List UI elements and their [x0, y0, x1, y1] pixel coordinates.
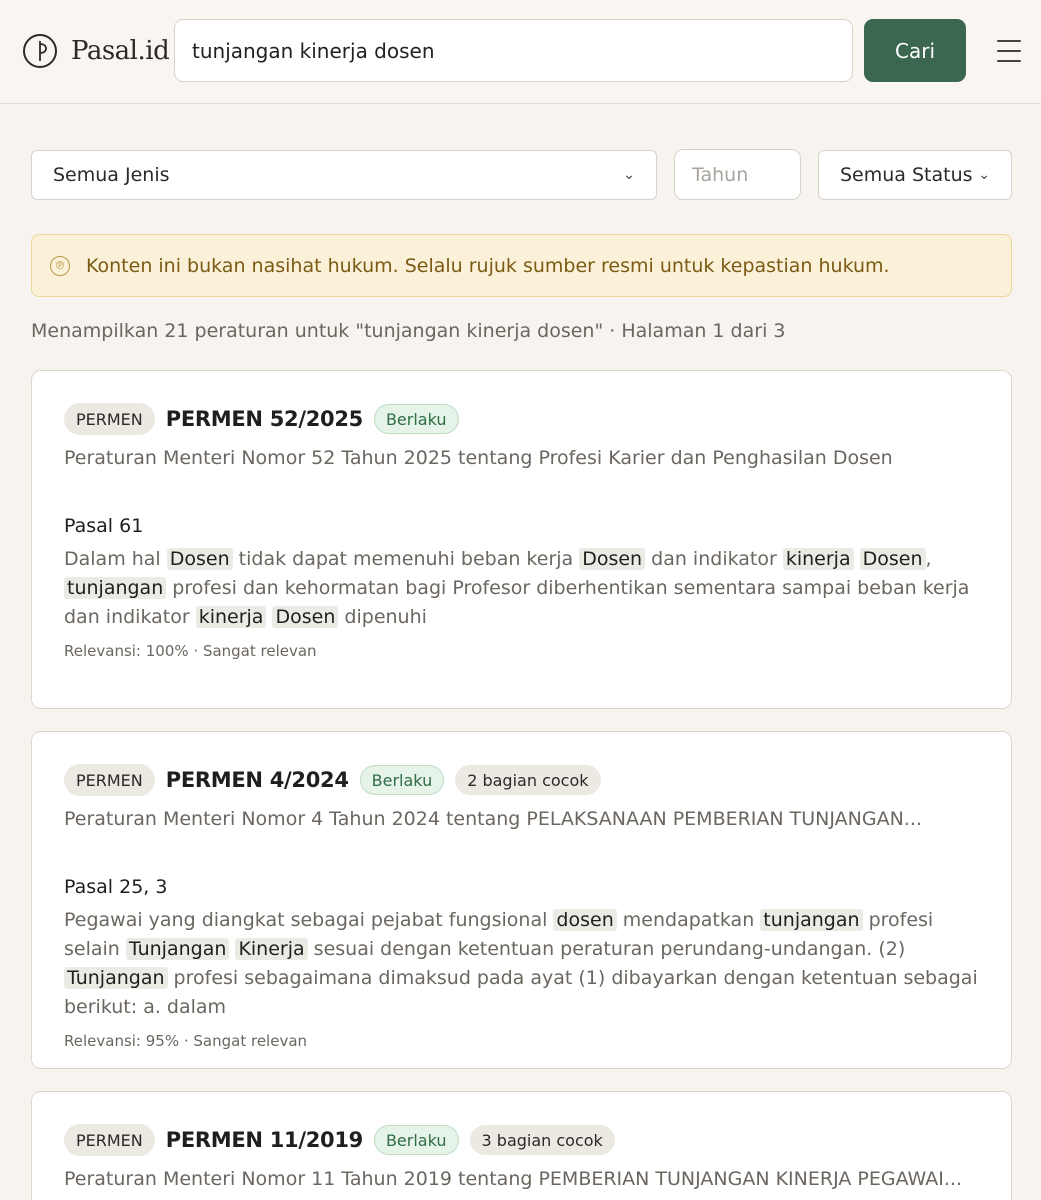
highlighted-term: Tunjangan: [126, 938, 230, 960]
search-input[interactable]: [174, 19, 853, 82]
type-badge: PERMEN: [64, 403, 155, 435]
result-title[interactable]: PERMEN 4/2024: [165, 768, 349, 792]
highlighted-term: kinerja: [196, 606, 267, 628]
match-count-badge: 3 bagian cocok: [470, 1125, 615, 1155]
result-description: Peraturan Menteri Nomor 52 Tahun 2025 tentang Profesi Karier dan Penghasilan Dosen: [64, 447, 893, 469]
highlighted-term: kinerja: [783, 548, 854, 570]
highlighted-term: Kinerja: [235, 938, 307, 960]
highlighted-term: tunjangan: [760, 909, 862, 931]
year-input[interactable]: [674, 149, 801, 200]
result-excerpt: Pegawai yang diangkat sebagai pejabat fungsional dosen mendapatkan tunjangan profesi selain Tunjangan Kinerja sesuai dengan ketentuan peraturan perundang-undangan. (2) Tunjangan profesi sebagaimana dimaksud pada ayat (1) dibayarkan dengan ketentuan sebagai berikut: a. dalam: [64, 909, 978, 1018]
logo-text: Pasal.id: [71, 36, 170, 66]
result-card[interactable]: [31, 731, 1012, 1069]
result-description: Peraturan Menteri Nomor 11 Tahun 2019 tentang PEMBERIAN TUNJANGAN KINERJA PEGAWAI...: [64, 1168, 962, 1190]
type-badge: PERMEN: [64, 764, 155, 796]
relevance-score: Relevansi: 95% · Sangat relevan: [64, 1032, 308, 1050]
highlighted-term: Tunjangan: [64, 967, 168, 989]
notice-text: Konten ini bukan nasihat hukum. Selalu rujuk sumber resmi untuk kepastian hukum.: [86, 254, 890, 277]
site-logo[interactable]: [23, 34, 169, 68]
highlighted-term: Dosen: [860, 548, 926, 570]
highlighted-term: tunjangan: [64, 577, 166, 599]
legal-notice: [31, 234, 1012, 297]
chevron-down-icon: ⌄: [623, 167, 635, 183]
result-excerpt: Dalam hal Dosen tidak dapat memenuhi beban kerja Dosen dan indikator kinerja Dosen , tunjangan profesi dan kehormatan bagi Profesor diberhentikan sementara sampai beban kerja dan indikator kinerja Dosen dipenuhi: [64, 548, 970, 628]
match-count-badge: 2 bagian cocok: [455, 765, 600, 795]
status-badge: Berlaku: [374, 1125, 459, 1155]
top-bar: [0, 0, 1041, 104]
result-description: Peraturan Menteri Nomor 4 Tahun 2024 tentang PELAKSANAAN PEMBERIAN TUNJANGAN...: [64, 808, 922, 830]
search-button[interactable]: Cari: [864, 19, 966, 82]
highlighted-term: Dosen: [167, 548, 233, 570]
type-filter-select[interactable]: [31, 150, 657, 200]
result-title[interactable]: PERMEN 52/2025: [165, 407, 363, 431]
info-icon: ℗: [50, 256, 70, 276]
result-card[interactable]: [31, 1091, 1012, 1200]
chevron-down-icon: ⌄: [978, 167, 990, 183]
relevance-score: Relevansi: 100% · Sangat relevan: [64, 642, 317, 660]
status-badge: Berlaku: [374, 404, 459, 434]
status-filter-select[interactable]: [818, 150, 1012, 200]
pasal-label: Pasal 25, 3: [64, 876, 168, 898]
highlighted-term: dosen: [553, 909, 616, 931]
pasal-label: Pasal 61: [64, 515, 144, 537]
logo-icon: [23, 34, 57, 68]
result-title[interactable]: PERMEN 11/2019: [165, 1128, 363, 1152]
results-summary: Menampilkan 21 peraturan untuk "tunjangan kinerja dosen" · Halaman 1 dari 3: [31, 320, 786, 342]
type-filter-value: Semua Jenis: [53, 164, 170, 186]
result-card[interactable]: [31, 370, 1012, 709]
status-badge: Berlaku: [360, 765, 445, 795]
highlighted-term: Dosen: [579, 548, 645, 570]
menu-icon[interactable]: [994, 38, 1024, 64]
status-filter-value: Semua Status: [840, 164, 973, 186]
highlighted-term: Dosen: [272, 606, 338, 628]
type-badge: PERMEN: [64, 1124, 155, 1156]
